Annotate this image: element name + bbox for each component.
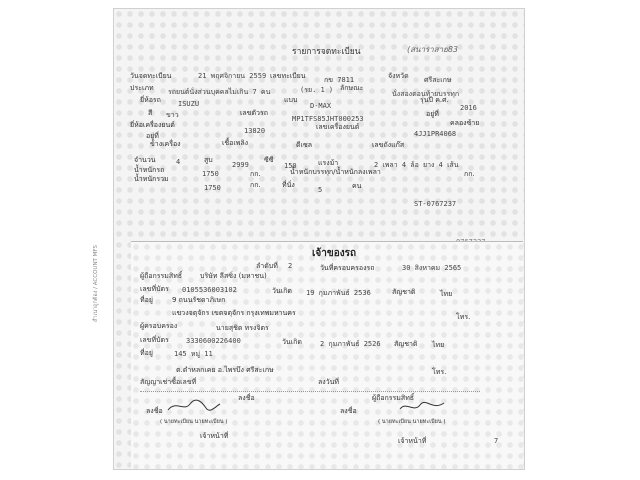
- holder-nat-value: ไทย: [432, 341, 445, 349]
- holder-name: นายสุชิต ทรงจิตร: [216, 324, 269, 332]
- model-year-value: 2016: [460, 104, 477, 112]
- holder-birth-value: 2 กุมภาพันธ์ 2526: [320, 340, 381, 348]
- signer-label-right: ลงชื่อ: [340, 407, 357, 415]
- owner-phone-label: โทร.: [456, 313, 471, 321]
- engine-no-label: เลขเครื่องยนต์: [316, 123, 360, 131]
- type-value: รถยนต์นั่งส่วนบุคคลไม่เกิน 7 คน: [168, 88, 271, 96]
- reg-date-label: วันจดทะเบียน: [130, 72, 172, 80]
- signer-caption-left: ( นายทะเบียน นายทะเบียน ): [160, 419, 228, 425]
- officer-label-right: เจ้าหน้าที่: [398, 437, 427, 445]
- gross-label: น้ำหนักรวม: [134, 175, 169, 183]
- load-label: น้ำหนักบรรทุก/น้ำหนักลงเพลา: [290, 168, 381, 176]
- fuel-tank-label: เลขถังแก๊ส: [372, 141, 405, 149]
- cylinders-label: จำนวน: [134, 156, 156, 164]
- serial-number: ST-0767237: [414, 200, 457, 208]
- weight-value: 1750: [202, 170, 219, 178]
- seq-value: 2: [288, 262, 293, 270]
- engine-loc-value: ข้างเครื่อง: [150, 140, 181, 148]
- hp-unit: แรงม้า: [318, 159, 339, 167]
- contract-label: สัญญาเช่าซื้อเลขที่: [140, 378, 197, 386]
- brand-label: ยี่ห้อรถ: [140, 96, 161, 104]
- fuel-label: เชื้อเพลิง: [222, 139, 249, 147]
- type-label: ประเภท: [130, 84, 154, 92]
- holder-address-line2: ต.ตำหลกเคย อ.ไพรบึง ศรีสะเกษ: [176, 366, 274, 374]
- holder-nat-label: สัญชาติ: [394, 340, 418, 348]
- model-value: D-MAX: [310, 102, 332, 110]
- type-code: (รย. 1 ): [300, 86, 334, 94]
- signer-label-top: ลงชื่อ: [238, 394, 255, 402]
- chassis-loc-label: อยู่ที่: [426, 110, 439, 118]
- owner-nat-value: ไทย: [440, 290, 453, 298]
- holder-phone-label: โทร.: [432, 368, 447, 376]
- contract-date-label: ลงวันที่: [318, 378, 340, 386]
- province-value: ศรีสะเกษ: [424, 76, 452, 84]
- weight-unit: กก.: [250, 170, 261, 178]
- model-year-label: รุ่นปี ค.ศ.: [420, 96, 449, 104]
- owner-birth-value: 19 กุมภาพันธ์ 2536: [306, 289, 371, 297]
- cyl-unit: สูบ: [204, 156, 213, 164]
- color-label: สี: [148, 109, 153, 117]
- signer-label-left: ลงชื่อ: [146, 407, 163, 415]
- chassis-label: เลขตัวรถ: [240, 109, 268, 117]
- reg-no-value: กข 7811: [324, 76, 355, 84]
- brand-value: ISUZU: [178, 100, 200, 108]
- style-label: ลักษณะ: [340, 84, 364, 92]
- style-value: นั่งสองตอนท้ายบรรทุก: [392, 90, 460, 98]
- owner-address-line2: แขวงจตุจักร เขตจตุจักร กรุงเทพมหานคร: [172, 309, 296, 317]
- registrar-signature: [166, 398, 222, 414]
- seats-value: 5: [318, 186, 323, 194]
- load-unit: กก.: [464, 170, 475, 178]
- color-value: ขาว: [166, 111, 179, 119]
- handwritten-note: (สนาราสาย83: [407, 45, 458, 54]
- holder-label: ผู้ครอบครอง: [140, 322, 178, 330]
- title-holder-sign-label: ผู้ถือกรรมสิทธิ์: [372, 394, 415, 402]
- officer-label-left: เจ้าหน้าที่: [200, 432, 229, 440]
- engine-no-value: 4JJ1PR4068: [414, 130, 457, 138]
- chassis-loc-value: คลองซ้าย: [450, 119, 480, 127]
- reg-no-label: เลขทะเบียน: [270, 72, 306, 80]
- cc-value: 2999: [232, 161, 249, 169]
- holder-id-label: เลขที่บัตร: [140, 336, 169, 344]
- owner-id-label: เลขที่บัตร: [140, 285, 169, 293]
- section-divider: [140, 391, 480, 392]
- engine-loc-label: อยู่ที่: [146, 132, 159, 140]
- owner-address-label: ที่อยู่: [140, 296, 153, 304]
- owner-birth-label: วันเกิด: [272, 287, 292, 295]
- holder-birth-label: วันเกิด: [282, 338, 302, 346]
- reg-date-value: 21 พฤศจิกายน 2559: [198, 72, 267, 80]
- engine-brand-label: ยี่ห้อเครื่องยนต์: [130, 121, 175, 129]
- owner-address-line1: 9 ถนนรัชดาภิเษก: [172, 296, 226, 304]
- holder-address-line1: 145 หมู่ 11: [174, 350, 213, 358]
- axles-value: 2 เพลา 4 ล้อ ยาง 4 เส้น: [374, 161, 459, 169]
- title-holder-name: บริษัท ลีสซิ่ง (มหาชน): [200, 272, 267, 280]
- gross-value: 1750: [204, 184, 221, 192]
- owner-section-title: เจ้าของรถ: [312, 248, 357, 259]
- title-holder-label: ผู้ถือกรรมสิทธิ์: [140, 272, 183, 280]
- chassis-value: MP1TFS85JHT000253: [292, 115, 364, 123]
- cc-unit: ซีซี: [264, 156, 274, 164]
- document-title: รายการจดทะเบียน: [292, 47, 361, 57]
- seq-label: ลำดับที่: [256, 262, 278, 270]
- cc-code: 13820: [244, 127, 266, 135]
- gross-unit: กก.: [250, 181, 261, 189]
- signer-caption-right: ( นายทะเบียน นายทะเบียน ): [378, 419, 446, 425]
- province-label: จังหวัด: [388, 72, 409, 80]
- fuel-value: ดีเซล: [296, 141, 312, 149]
- owner-id-value: 0105536003102: [182, 286, 237, 294]
- possess-date-label: วันที่ครอบครองรถ: [320, 264, 375, 272]
- seats-label: ที่นั่ง: [282, 181, 295, 189]
- seats-unit: คน: [352, 182, 362, 190]
- title-holder-signature: [398, 399, 446, 415]
- possess-date-value: 30 สิงหาคม 2565: [402, 264, 462, 272]
- cylinders-value: 4: [176, 158, 181, 166]
- hp-value: 150: [284, 162, 297, 170]
- side-stamp-text: สำเนาถูกต้อง / ACCOUNT MFS: [93, 245, 99, 322]
- holder-address-label: ที่อยู่: [140, 349, 153, 357]
- page-number: 7: [494, 437, 499, 445]
- owner-nat-label: สัญชาติ: [392, 288, 416, 296]
- weight-label: น้ำหนักรถ: [134, 166, 165, 174]
- holder-id-value: 3330600226400: [186, 337, 241, 345]
- model-label: แบบ: [284, 96, 298, 104]
